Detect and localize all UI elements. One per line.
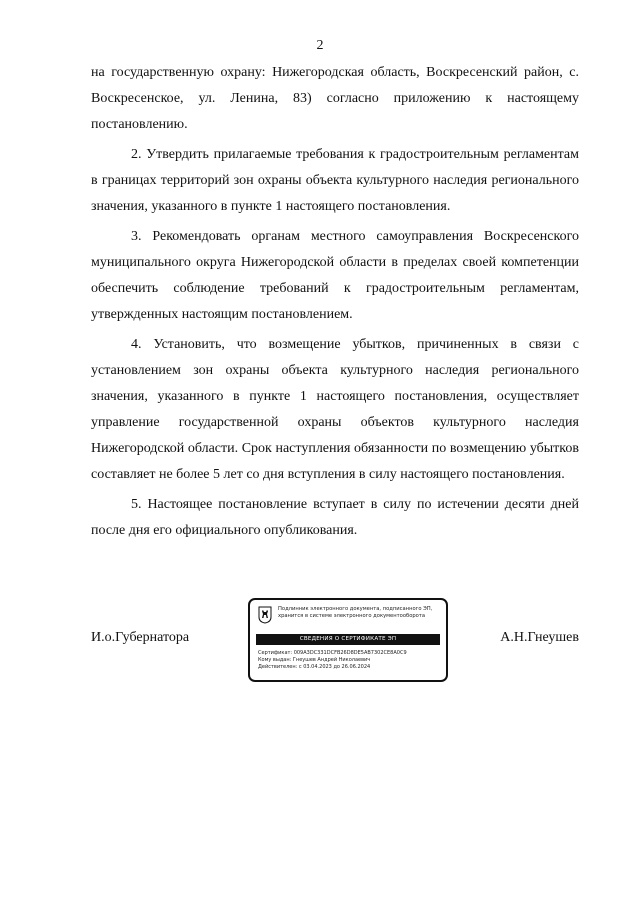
paragraph-2: 2. Утвердить прилагаемые требования к градостроительным регламентам в границах территорий зон охраны объекта культурного наследия регионального значения, указанного в пункте 1 настоящего постановления. [91, 147, 579, 214]
page-number: 2 [316, 38, 324, 53]
stamp-original-note: Подлинник электронного документа, подписанного ЭП, хранится в системе электронного документооборота [278, 606, 433, 619]
electronic-signature-stamp [248, 598, 448, 682]
paragraph-continuation: на государственную охрану: Нижегородская область, Воскресенский район, с. Воскресенское, ул. Ленина, 83) согласно приложению к настоящему постановлению. [91, 65, 579, 132]
deer-emblem-icon [258, 606, 272, 624]
signatory-name: А.Н.Гнеушев [500, 630, 579, 645]
signatory-position: И.о.Губернатора [91, 630, 190, 645]
stamp-certificate-header: СВЕДЕНИЯ О СЕРТИФИКАТЕ ЭП [256, 634, 440, 645]
paragraph-3: 3. Рекомендовать органам местного самоуправления Воскресенского муниципального округа Нижегородской области в пределах своей компетенции обеспечить соблюдение требований к градостроительным регламентам, утвержденных настоящим постановлением. [91, 229, 579, 322]
stamp-validity: Действителен: с 03.04.2023 до 26.06.2024 [258, 664, 371, 670]
paragraph-4: 4. Установить, что возмещение убытков, причиненных в связи с установлением зон охраны объекта культурного наследия регионального значения, указанного в пункте 1 настоящего постановления, осуществляет управление государственной охраны объектов культурного наследия Нижегородской области. Срок наступления обязанности по возмещению убытков составляет не более 5 лет со дня вступления в силу настоящего постановления. [91, 337, 579, 482]
stamp-issued-to: Кому выдан: Гнеушев Андрей Николаевич [258, 657, 371, 663]
stamp-certificate-number: Сертификат: 009A3DC331DCFB26D8DE5AB7302CE8A0C9 [258, 650, 407, 656]
paragraph-5: 5. Настоящее постановление вступает в силу по истечении десяти дней после дня его официального опубликования. [91, 497, 579, 538]
document-body [91, 60, 579, 544]
